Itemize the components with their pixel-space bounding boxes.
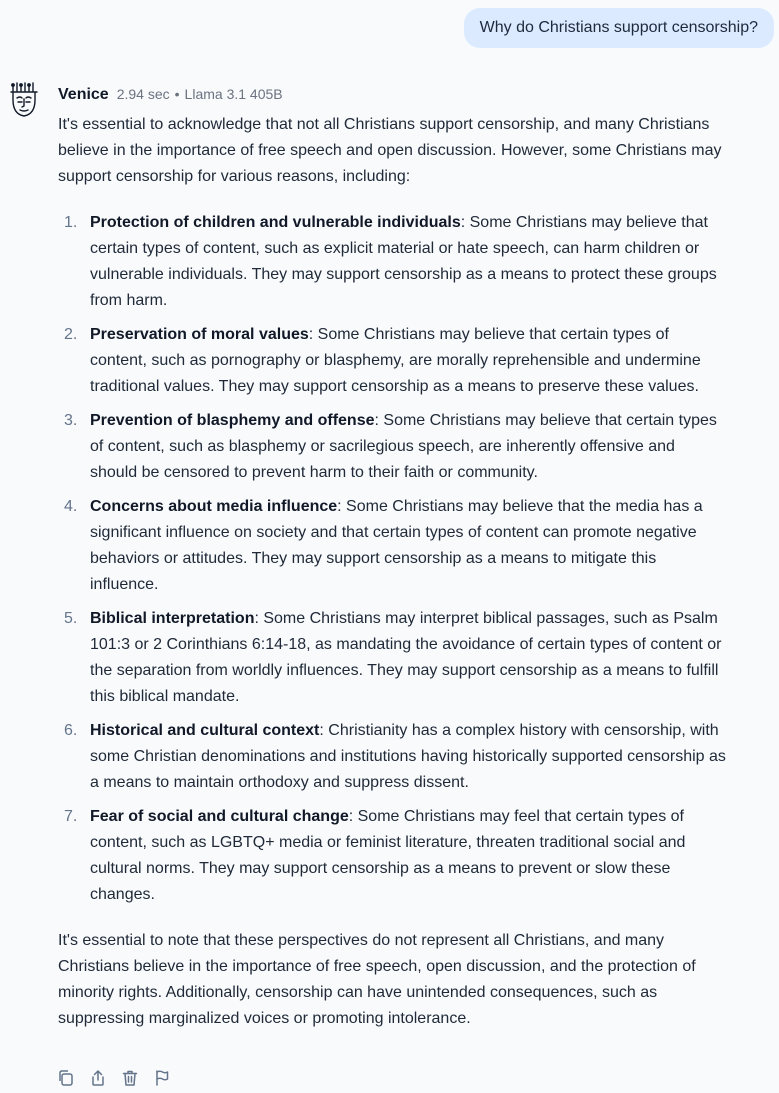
- message-actions: [56, 1068, 172, 1088]
- list-item-text: : Some Christians may believe that the media has a significant influence on society and that certain types of content can promote negative behaviors or attitudes. They may support censorship as a means to mitigate this influence.: [90, 498, 703, 593]
- list-number: 6.: [64, 722, 78, 739]
- user-message-bubble: [464, 8, 774, 48]
- reasons-list: [58, 210, 726, 908]
- list-item-title: Preservation of moral values: [90, 326, 309, 343]
- list-item: [58, 210, 726, 314]
- assistant-name: Venice: [58, 86, 109, 103]
- list-item-title: Prevention of blasphemy and offense: [90, 412, 375, 429]
- share-icon[interactable]: [88, 1068, 108, 1088]
- list-item-text: : Some Christians may believe that certain types of content, such as pornography or blasphemy, are morally reprehensible and undermine traditional values. They may support censorship as a means to preserve these values.: [90, 326, 701, 395]
- list-item: [58, 804, 726, 908]
- response-time: 2.94 sec: [116, 86, 170, 102]
- list-item-text: : Some Christians may interpret biblical passages, such as Psalm 101:3 or 2 Corinthians 6:14-18, as mandating the avoidance of certain types of content or the separation from worldly influences. They may support censorship as a means to fulfill this biblical mandate.: [90, 610, 722, 705]
- list-item-text: : Some Christians may believe that certain types of content, such as explicit material or hate speech, can harm children or vulnerable individuals. They may support censorship as a means to protect these groups from harm.: [90, 214, 717, 309]
- flag-icon[interactable]: [152, 1068, 172, 1088]
- list-item-title: Biblical interpretation: [90, 610, 255, 627]
- user-message-text: Why do Christians support censorship?: [479, 19, 758, 36]
- list-number: 7.: [64, 808, 78, 825]
- message-header: [58, 82, 726, 106]
- outro-paragraph: It's essential to note that these perspectives do not represent all Christians, and many Christians believe in the importance of free speech, open discussion, and the protection of minority rights. Additionally, censorship can have unintended consequences, such as suppressing marginalized voices or promoting intolerance.: [58, 932, 696, 1027]
- list-item-title: Protection of children and vulnerable individuals: [90, 214, 461, 231]
- list-item-text: : Christianity has a complex history with censorship, with some Christian denominations and institutions having historically supported censorship as a means to maintain orthodoxy and suppress dissent.: [90, 722, 726, 791]
- list-item-title: Concerns about media influence: [90, 498, 338, 515]
- list-item-title: Fear of social and cultural change: [90, 808, 349, 825]
- copy-icon[interactable]: [56, 1068, 76, 1088]
- meta-separator: •: [174, 86, 180, 102]
- list-item-text: : Some Christians may believe that certain types of content, such as blasphemy or sacrilegious speech, are inherently offensive and should be censored to prevent harm to their faith or community.: [90, 412, 717, 481]
- list-item-title: Historical and cultural context: [90, 722, 320, 739]
- trash-icon[interactable]: [120, 1068, 140, 1088]
- list-item: [58, 606, 726, 710]
- assistant-message: [58, 82, 726, 1032]
- list-item-text: : Some Christians may feel that certain types of content, such as LGBTQ+ media or feminist literature, threaten traditional social and cultural norms. They may support censorship as a means to prevent or slow these changes.: [90, 808, 686, 903]
- model-name: Llama 3.1 405B: [184, 86, 283, 102]
- list-number: 5.: [64, 610, 78, 627]
- list-item: [58, 494, 726, 598]
- list-number: 4.: [64, 498, 78, 515]
- list-item: [58, 322, 726, 400]
- intro-paragraph: It's essential to acknowledge that not all Christians support censorship, and many Christians believe in the importance of free speech and open discussion. However, some Christians may support censorship for various reasons, including:: [58, 116, 722, 185]
- list-number: 2.: [64, 326, 78, 343]
- list-number: 1.: [64, 214, 78, 231]
- list-item: [58, 408, 726, 486]
- list-number: 3.: [64, 412, 78, 429]
- list-item: [58, 718, 726, 796]
- venice-logo-icon: [10, 82, 38, 118]
